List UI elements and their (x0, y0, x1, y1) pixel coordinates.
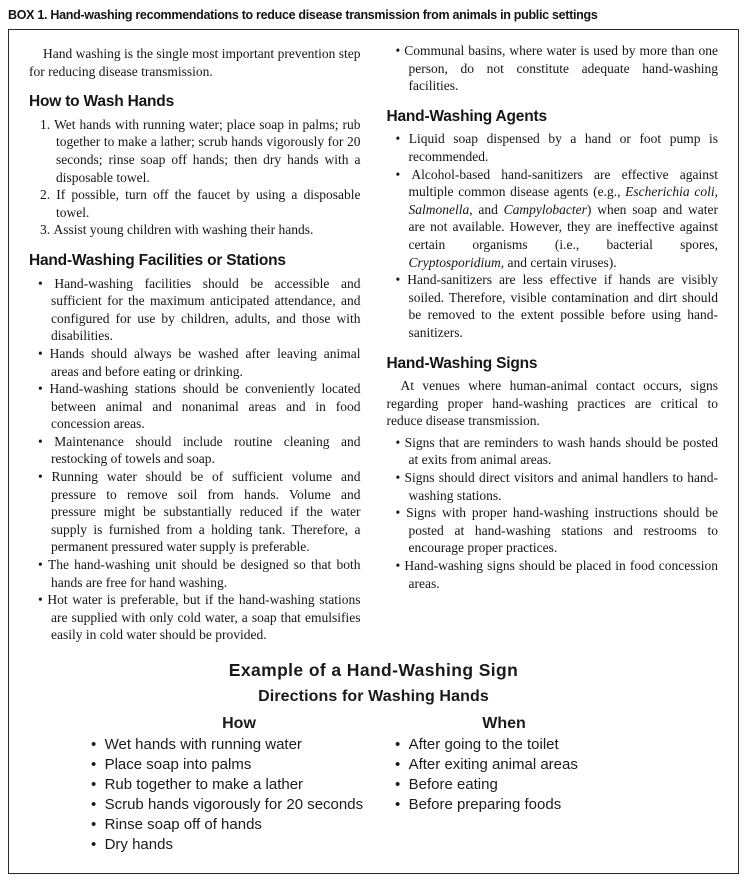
list-item: • Hand-washing stations should be conveniently located between animal and nonanimal areas and in food concession areas. (38, 380, 361, 433)
how-to-wash-list (29, 116, 361, 239)
list-item: • Hands should always be washed after leaving animal areas and before eating or drinking. (38, 345, 361, 380)
list-item: • After going to the toilet (395, 735, 613, 755)
sign-example (29, 660, 718, 855)
sign-when-list (395, 735, 613, 815)
list-item: • Wet hands with running water (91, 735, 387, 755)
list-item: • Communal basins, where water is used by more than one person, do not constitute adequate hand-washing facilities. (396, 42, 719, 95)
list-item: • Dry hands (91, 835, 387, 855)
signs-heading: Hand-Washing Signs (386, 354, 538, 372)
list-item: • Running water should be of sufficient volume and pressure to remove soil from hands. Volume and pressure might be substantially reduced if the water supply is furnished from a holding tank. Therefore, a permanent pressured water supply is preferable. (38, 468, 361, 556)
list-item: • Hand-washing signs should be placed in food concession areas. (396, 557, 719, 592)
signs-intro: At venues where human-animal contact occurs, signs regarding proper hand-washing practices are critical to reduce disease transmission. (386, 378, 718, 429)
communal-basins-list (387, 42, 719, 95)
list-item: • Before eating (395, 775, 613, 795)
sign-when-column (395, 715, 613, 855)
list-item: • Rub together to make a lather (91, 775, 387, 795)
facilities-list (29, 275, 361, 644)
list-item: • Hand-washing facilities should be accessible and sufficient for the maximum anticipated attendance, and configured for use by children, adults, and those with disabilities. (38, 275, 361, 345)
list-item: • Alcohol-based hand-sanitizers are effective against multiple common disease agents (e.g., Escherichia coli, Salmonella, and Campylobacter) when soap and water are not available. However, they are ineffective against certain organisms (i.e., bacterial spores, Cryptosporidium, and certain viruses). (396, 166, 719, 272)
list-item: • Hot water is preferable, but if the hand-washing stations are supplied with only cold water, a soap that emulsifies easily in cold water should be provided. (38, 591, 361, 644)
facilities-heading: Hand-Washing Facilities or Stations (29, 251, 286, 269)
right-column (387, 42, 719, 644)
sign-how-list (91, 735, 387, 855)
sign-when-heading: When (482, 715, 526, 732)
left-column (29, 42, 361, 644)
list-item: • The hand-washing unit should be designed so that both hands are free for hand washing. (38, 556, 361, 591)
list-item: • Signs that are reminders to wash hands should be posted at exits from animal areas. (396, 434, 719, 469)
sign-example-title: Example of a Hand-Washing Sign (228, 660, 519, 680)
list-item: • Rinse soap off of hands (91, 815, 387, 835)
sign-columns (29, 715, 718, 855)
two-column-layout (29, 42, 718, 644)
sign-how-column (91, 715, 387, 855)
box-title: BOX 1. Hand-washing recommendations to reduce disease transmission from animals in public settings (8, 8, 598, 22)
list-item: Wet hands with running water; place soap in palms; rub together to make a lather; scrub hands vigorously for 20 seconds; rinse soap off hands; then dry hands with a disposable towel. (54, 116, 361, 185)
list-item: • Signs with proper hand-washing instructions should be posted at hand-washing stations and restrooms to encourage proper practices. (396, 504, 719, 557)
signs-list (387, 434, 719, 592)
list-item: Assist young children with washing their hands. (53, 222, 314, 238)
recommendations-box (8, 29, 739, 874)
list-item: • After exiting animal areas (395, 755, 613, 775)
list-item: • Maintenance should include routine cleaning and restocking of towels and soap. (38, 433, 361, 468)
list-item: • Signs should direct visitors and animal handlers to hand-washing stations. (396, 469, 719, 504)
how-to-wash-heading: How to Wash Hands (29, 93, 175, 111)
list-item: • Liquid soap dispensed by a hand or foot pump is recommended. (396, 130, 719, 165)
list-item: • Place soap into palms (91, 755, 387, 775)
list-item: If possible, turn off the faucet by using a disposable towel. (56, 187, 361, 220)
list-item: • Scrub hands vigorously for 20 seconds (91, 795, 387, 815)
sign-example-subtitle: Directions for Washing Hands (258, 688, 489, 705)
agents-list (387, 130, 719, 341)
intro-paragraph: Hand washing is the single most important prevention step for reducing disease transmission. (29, 46, 361, 79)
list-item: • Hand-sanitizers are less effective if hands are visibly soiled. Therefore, visible contamination and dirt should be removed to the extent possible before using hand-sanitizers. (396, 271, 719, 341)
list-item: • Before preparing foods (395, 795, 613, 815)
agents-heading: Hand-Washing Agents (386, 107, 547, 125)
sign-how-heading: How (222, 715, 256, 732)
